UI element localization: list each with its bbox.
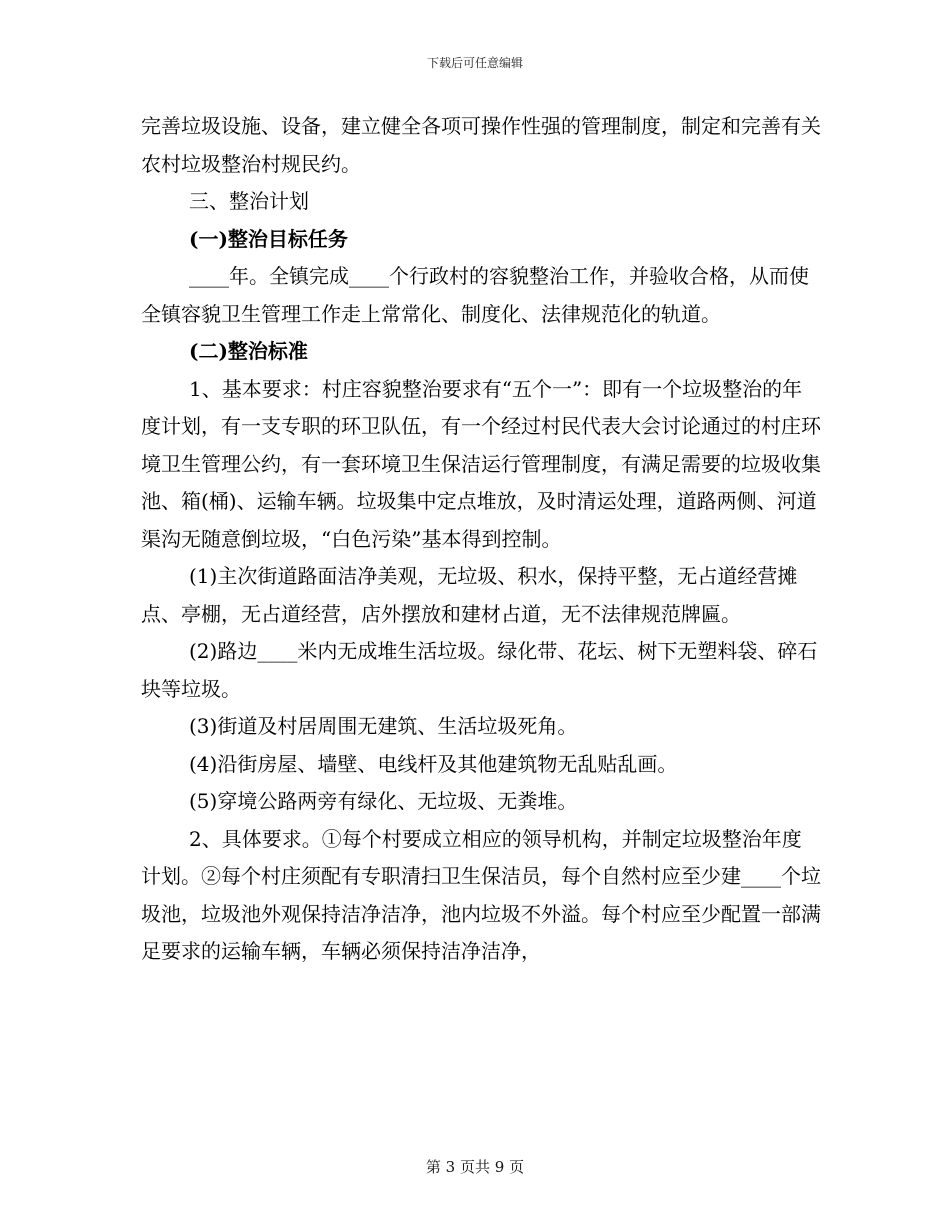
- list-item: (1)主次街道路面洁净美观，无垃圾、积水，保持平整，无占道经营摊点、亭棚，无占道经营，店外摆放和建材占道，无不法律规范牌匾。: [141, 564, 798, 626]
- section-heading: 三、整治计划: [189, 189, 309, 213]
- subsection-heading: (一)整治目标任务: [189, 226, 348, 251]
- list-item: (5)穿境公路两旁有绿化、无垃圾、无粪堆。: [189, 789, 578, 813]
- subsection-heading: (二)整治标准: [189, 339, 308, 363]
- paragraph: 2、具体要求。①每个村要成立相应的领导机构，并制定垃圾整治年度计划。②每个村庄须配有专职清扫卫生保洁员，每个自然村应至少建____个垃圾池，垃圾池外观保持洁净洁净，池内垃圾不外溢。每个村应至少配置一部满足要求的运输车辆，车辆必须保持洁净洁净，: [141, 826, 821, 963]
- document-body: [141, 108, 821, 971]
- list-item: (2)路边____米内无成堆生活垃圾。绿化带、花坛、树下无塑料袋、碎石块等垃圾。: [141, 639, 818, 701]
- paragraph: 完善垃圾设施、设备，建立健全各项可操作性强的管理制度，制定和完善有关农村垃圾整治村规民约。: [141, 114, 821, 176]
- paragraph: ____年。全镇完成____个行政村的容貌整治工作，并验收合格，从而使全镇容貌卫生管理工作走上常常化、制度化、法律规范化的轨道。: [141, 264, 809, 326]
- list-item: (3)街道及村居周围无建筑、生活垃圾死角。: [189, 714, 578, 738]
- paragraph: 1、基本要求：村庄容貌整治要求有“五个一”：即有一个垃圾整治的年度计划，有一支专职的环卫队伍，有一个经过村民代表大会讨论通过的村庄环境卫生管理公约，有一套环境卫生保洁运行管理制度，有满足需要的垃圾收集池、箱(桶)、运输车辆。垃圾集中定点堆放，及时清运处理，道路两侧、河道渠沟无随意倒垃圾，“白色污染”基本得到控制。: [141, 376, 821, 551]
- list-item: (4)沿街房屋、墙壁、电线杆及其他建筑物无乱贴乱画。: [189, 751, 678, 776]
- page-number: 第 3 页共 9 页: [425, 1158, 525, 1176]
- page-header: 下载后可任意编辑: [426, 56, 523, 70]
